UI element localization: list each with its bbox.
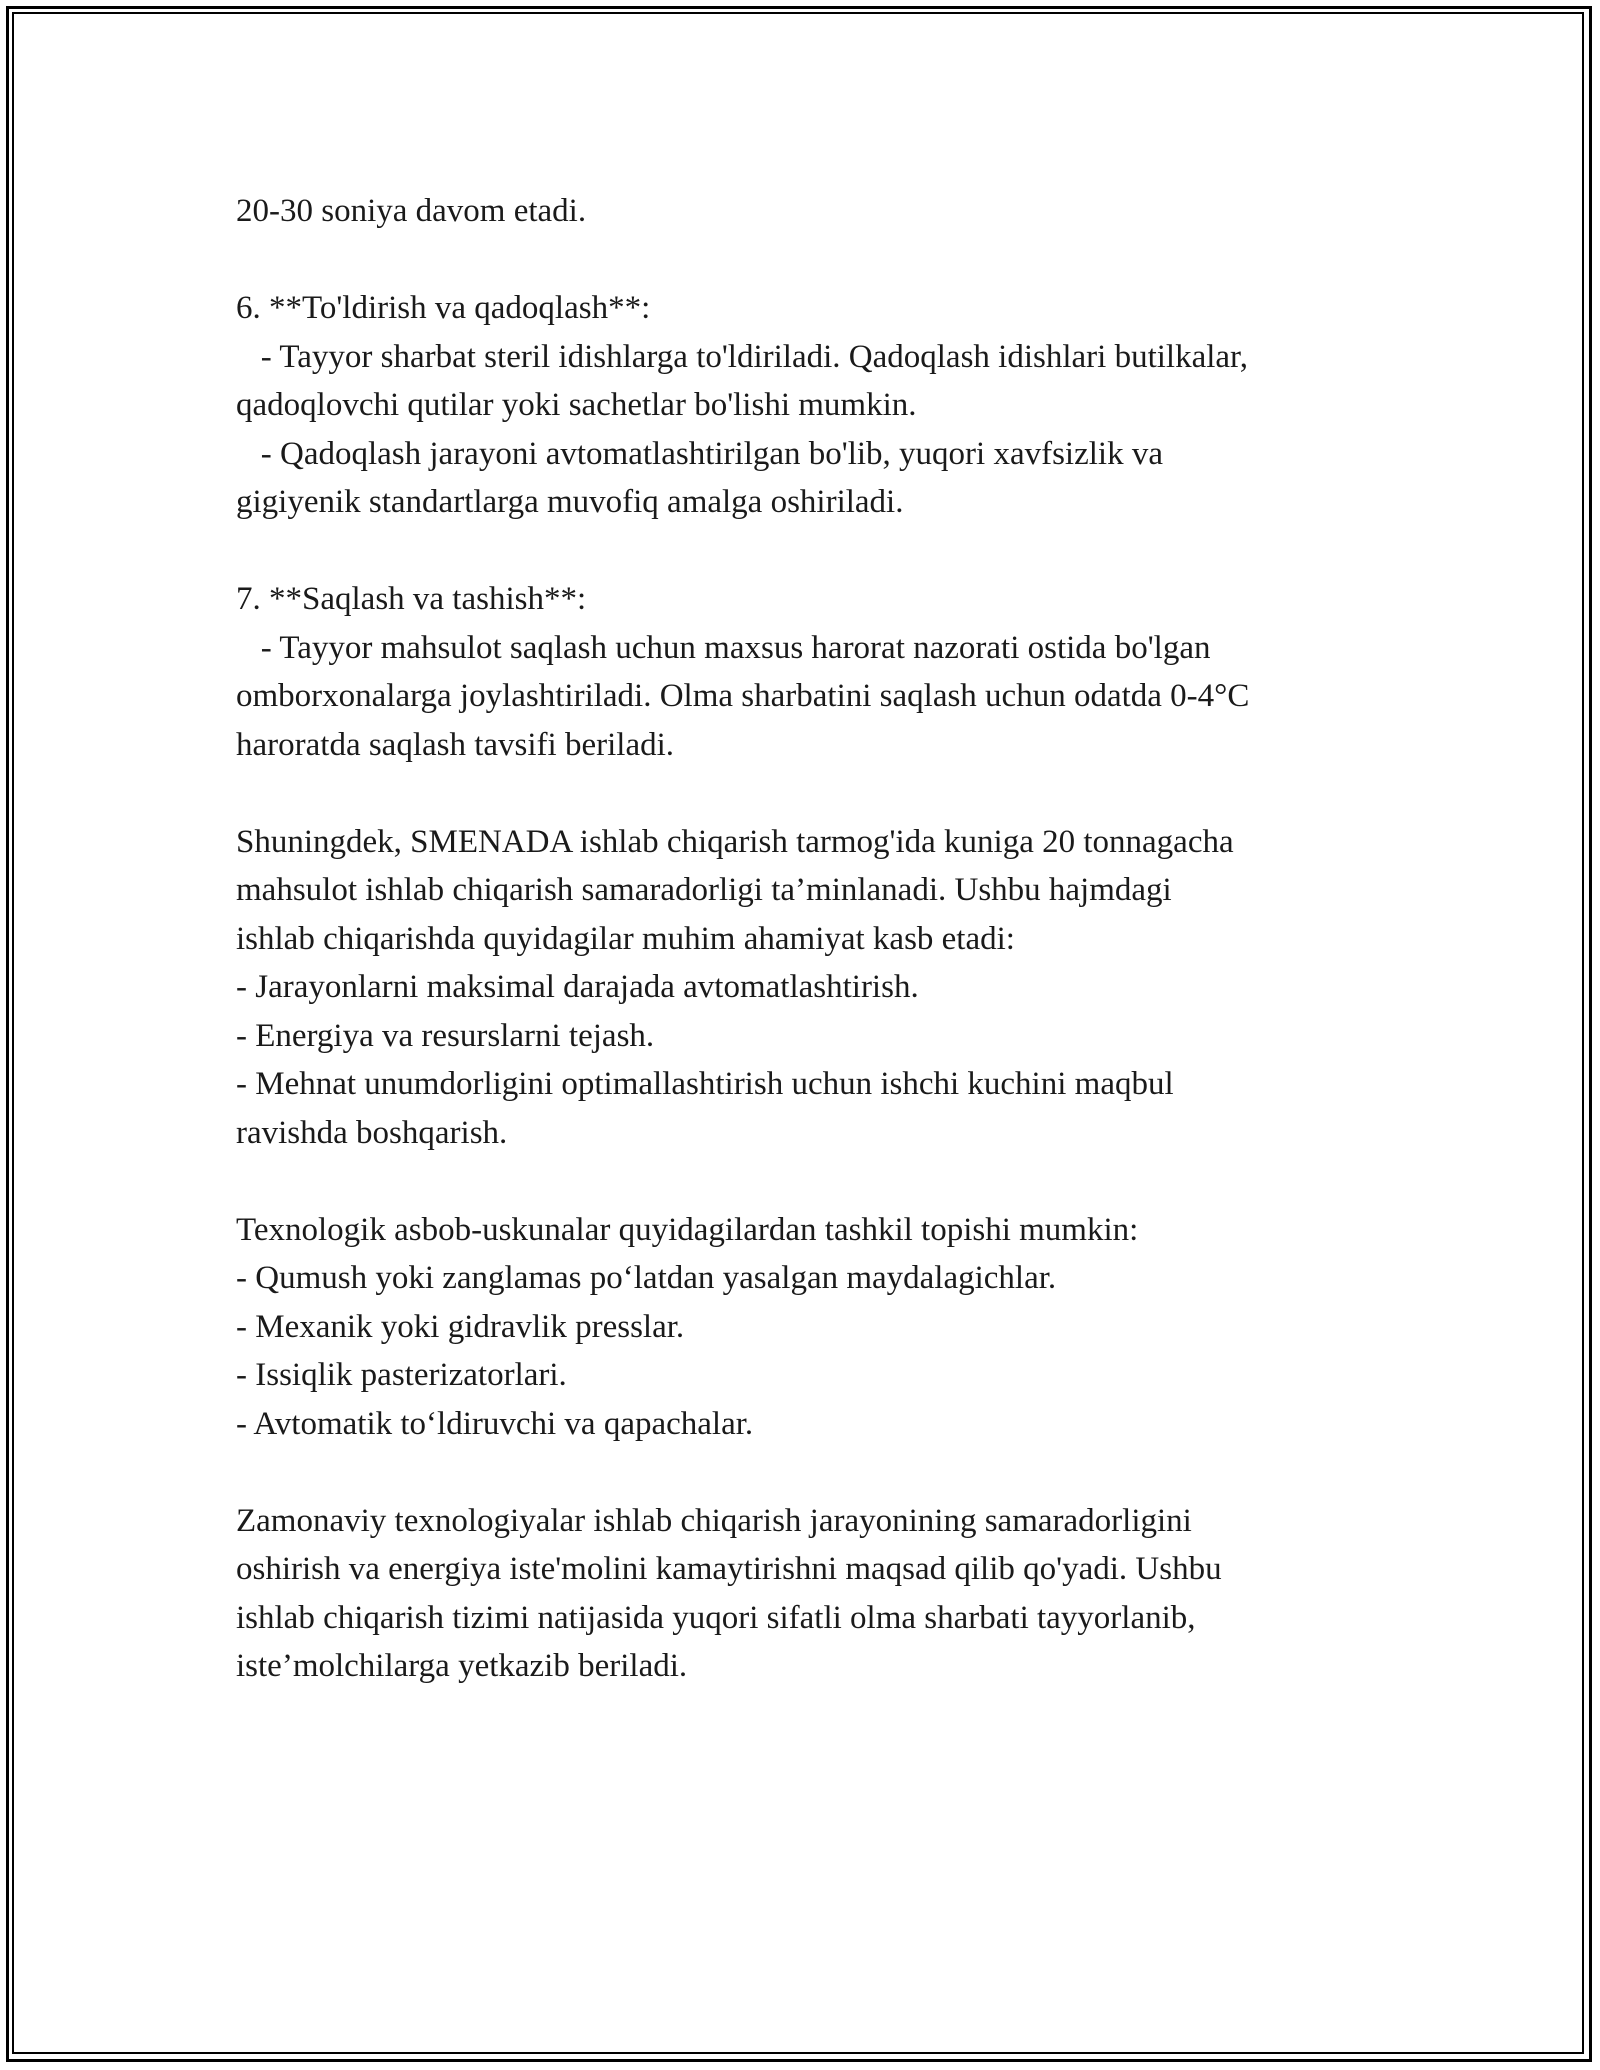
conclusion-line1: Zamonaviy texnologiyalar ishlab chiqarish jarayonining samaradorligini — [236, 1502, 1192, 1539]
paragraph-gap — [236, 1157, 1396, 1206]
smena-item1: - Jarayonlarni maksimal darajada avtomatlashtirish. — [236, 969, 919, 1005]
equipment-item3: - Issiqlik pasterizatorlari. — [236, 1357, 567, 1393]
intro-line: 20-30 soniya davom etadi. — [236, 193, 587, 229]
paragraph-gap — [236, 236, 1396, 285]
section6-bullet1-line2: qadoqlovchi qutilar yoki sachetlar bo'lishi mumkin. — [236, 387, 917, 423]
section6-heading: 6. **To'ldirish va qadoqlash**: — [236, 290, 651, 326]
smena-item3-line2: ravishda boshqarish. — [236, 1114, 508, 1151]
smena-line1: Shuningdek, SMENADA ishlab chiqarish tarmog'ida kuniga 20 tonnagacha — [236, 823, 1234, 860]
section7-heading: 7. **Saqlash va tashish**: — [236, 581, 587, 617]
conclusion-line2: oshirish va energiya iste'molini kamaytirishni maqsad qilib qo'yadi. Ushbu — [236, 1551, 1222, 1587]
equipment-intro: Texnologik asbob-uskunalar quyidagilardan tashkil topishi mumkin: — [236, 1211, 1139, 1248]
smena-line3: ishlab chiqarishda quyidagilar muhim ahamiyat kasb etadi: — [236, 920, 1015, 957]
conclusion-line3: ishlab chiqarish tizimi natijasida yuqori sifatli olma sharbati tayyorlanib, — [236, 1599, 1196, 1636]
section7-bullet1-line2: omborxonalarga joylashtiriladi. Olma sharbatini saqlash uchun odatda 0-4°C — [236, 678, 1250, 714]
smena-line2: mahsulot ishlab chiqarish samaradorligi ta’minlanadi. Ushbu hajmdagi — [236, 872, 1172, 908]
equipment-item4: - Avtomatik to‘ldiruvchi va qapachalar. — [236, 1405, 754, 1442]
paragraph-gap — [236, 1448, 1396, 1497]
section7-bullet1-line3: haroratda saqlash tavsifi beriladi. — [236, 726, 675, 763]
section6-bullet2-line1: - Qadoqlash jarayoni avtomatlashtirilgan bo'lib, yuqori xavfsizlik va — [236, 435, 1163, 472]
conclusion-line4: iste’molchilarga yetkazib beriladi. — [236, 1648, 688, 1684]
smena-item2: - Energiya va resurslarni tejash. — [236, 1017, 655, 1054]
equipment-item2: - Mexanik yoki gidravlik presslar. — [236, 1308, 685, 1345]
section6-bullet2-line2: gigiyenik standartlarga muvofiq amalga oshiriladi. — [236, 484, 904, 520]
paragraph-gap — [236, 769, 1396, 818]
paragraph-gap — [236, 527, 1396, 576]
section6-bullet1-line1: - Tayyor sharbat steril idishlarga to'ldiriladi. Qadoqlash idishlari butilkalar, — [236, 338, 1248, 375]
section7-bullet1-line1: - Tayyor mahsulot saqlash uchun maxsus harorat nazorati ostida bo'lgan — [236, 629, 1211, 666]
equipment-item1: - Qumush yoki zanglamas po‘latdan yasalgan maydalagichlar. — [236, 1260, 1057, 1296]
document-body — [236, 187, 1396, 1691]
smena-item3-line1: - Mehnat unumdorligini optimallashtirish uchun ishchi kuchini maqbul — [236, 1066, 1174, 1102]
